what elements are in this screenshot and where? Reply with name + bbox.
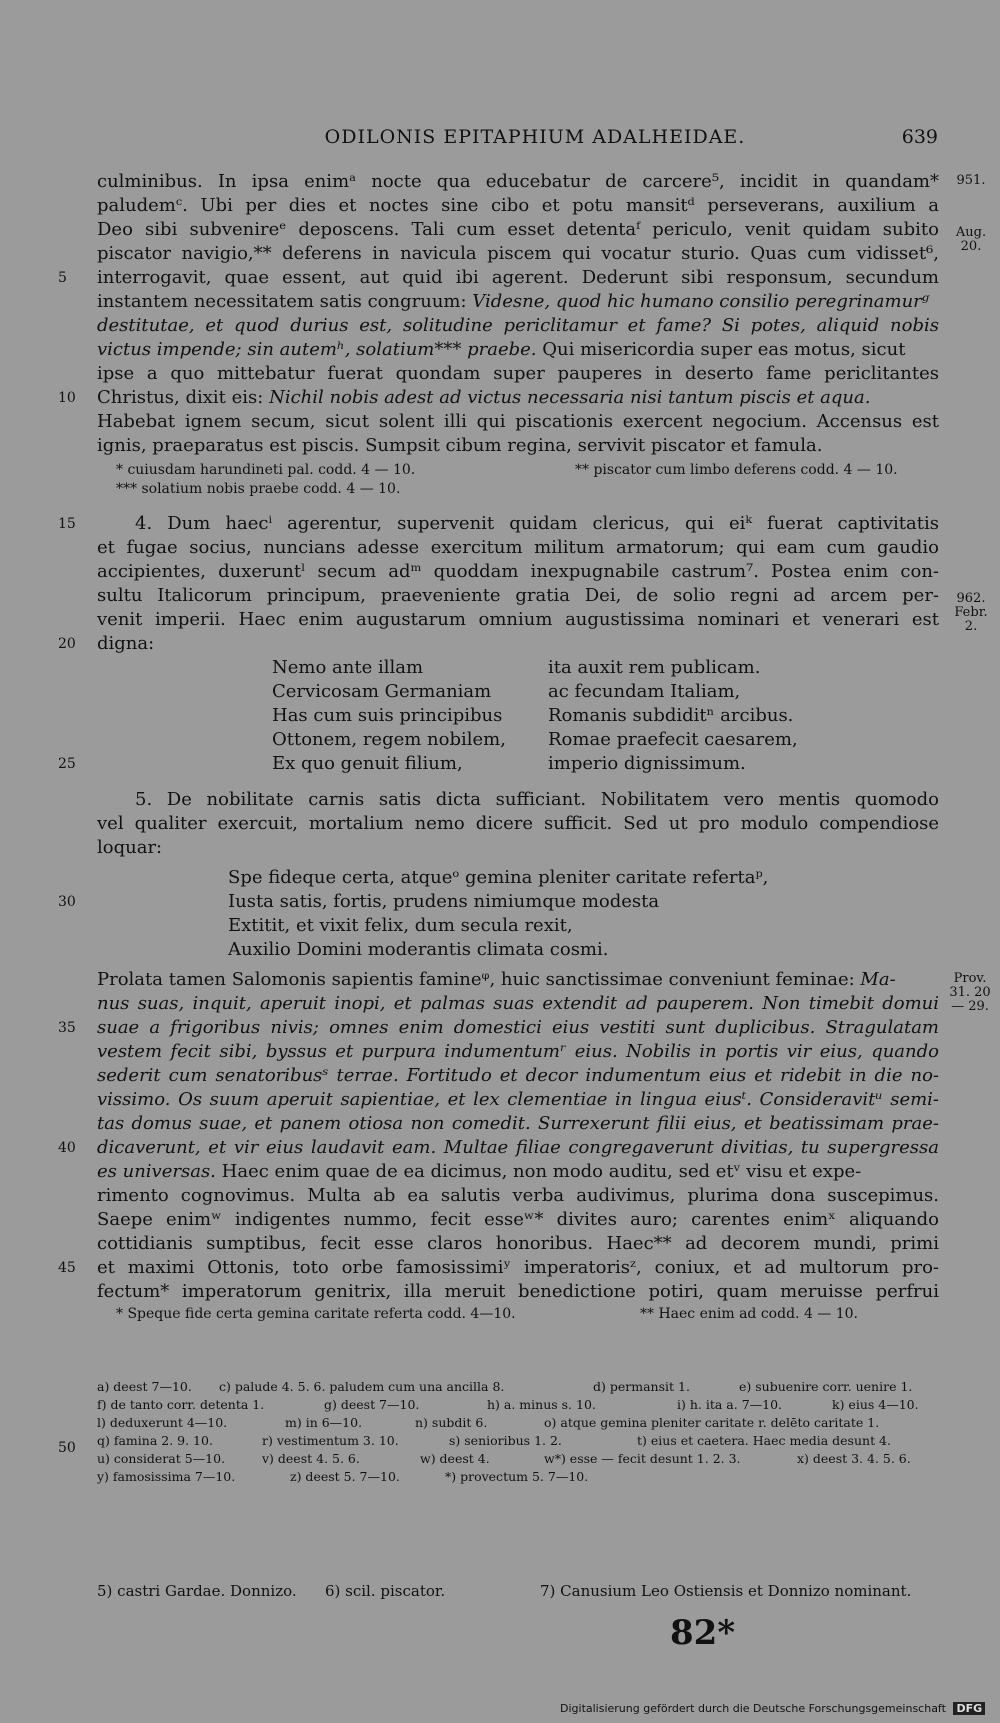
quote-line: tas domus suae, et panem otiosa non comedit. Surrexerunt filii eius, et beatissimam prae-	[97, 1113, 939, 1134]
verse-line: Romanis subdiditⁿ arcibus.	[548, 705, 794, 726]
apparatus-entry: i) h. ita a. 7—10.	[677, 1397, 783, 1412]
text-run: Prolata tamen Salomonis sapientis famineᵠ, huic sanctissimae conveniunt feminae:	[97, 969, 855, 990]
apparatus-entry: k) eius 4—10.	[832, 1397, 919, 1412]
verse-line: ac fecundam Italiam,	[548, 681, 741, 702]
apparatus-entry: r) vestimentum 3. 10.	[262, 1433, 399, 1448]
verse-line: Extitit, et vixit felix, dum secula rexit,	[228, 915, 573, 936]
line-number: 40	[58, 1140, 76, 1156]
margin-note: 962. Febr. 2.	[954, 591, 988, 634]
text-line: venit imperii. Haec enim augustarum omnium augustissima nominari et venerari est	[97, 609, 939, 630]
line-number: 45	[58, 1260, 76, 1276]
quote-run: Ma-	[860, 969, 896, 990]
verse-line: ita auxit rem publicam.	[548, 657, 761, 678]
apparatus-entry: f) de tanto corr. detenta 1.	[97, 1397, 265, 1412]
text-line: et maximi Ottonis, toto orbe famosissimiʸ imperatorisᶻ, coniux, et ad multorum pro-	[97, 1257, 939, 1278]
line-number: 35	[58, 1020, 76, 1036]
text-line: loquar:	[97, 837, 163, 858]
footnote-star: ** piscator cum limbo deferens codd. 4 — 10.	[575, 462, 898, 478]
apparatus-entry: s) senioribus 1. 2.	[449, 1433, 562, 1448]
verse-line: Nemo ante illam	[272, 657, 424, 678]
footnote-star: ** Haec enim ad codd. 4 — 10.	[640, 1306, 859, 1322]
quote-line: suae a frigoribus nivis; omnes enim domestici eius vestiti sunt duplicibus. Stragulatam	[97, 1017, 939, 1038]
text-run: Christus, dixit eis:	[97, 387, 264, 408]
apparatus-line	[97, 1450, 939, 1467]
quote-run: es universas.	[97, 1161, 216, 1182]
text-line: Deo sibi subvenireᵉ deposcens. Tali cum esset detentaᶠ periculo, venit quidam subito	[97, 219, 939, 240]
line-number: 30	[58, 894, 76, 910]
apparatus-entry: l) deduxerunt 4—10.	[97, 1415, 228, 1430]
text-run: instantem necessitatem satis congruum:	[97, 291, 467, 312]
quote-line: nus suas, inquit, aperuit inopi, et palmas suas extendit ad pauperem. Non timebit domui	[97, 993, 939, 1014]
quote-line: vestem fecit sibi, byssus et purpura indumentumʳ eius. Nobilis in portis vir eius, quando	[97, 1041, 939, 1062]
apparatus-entry: o) atque gemina pleniter caritate r. delēto caritate 1.	[544, 1415, 880, 1430]
text-line: ipse a quo mittebatur fuerat quondam super pauperes in deserto fame periclitantes	[97, 363, 939, 384]
apparatus-entry: q) famina 2. 9. 10.	[97, 1433, 213, 1448]
text-line	[97, 1160, 939, 1184]
text-line	[97, 386, 939, 410]
quote-run: Nichil nobis adest ad victus necessaria nisi tantum piscis et aqua.	[269, 387, 871, 408]
quote-run: praebe.	[467, 339, 537, 360]
apparatus-entry: v) deest 4. 5. 6.	[262, 1451, 360, 1466]
apparatus-entry: z) deest 5. 7—10.	[290, 1469, 400, 1484]
text-run: Haec enim quae de ea dicimus, non modo auditu, sed etᵛ visu et expe-	[221, 1161, 862, 1182]
apparatus-entry: y) famosissima 7—10.	[97, 1469, 236, 1484]
apparatus-entry: w) deest 4.	[420, 1451, 490, 1466]
apparatus-entry: e) subuenire corr. uenire 1.	[739, 1379, 913, 1394]
apparatus-entry: d) permansit 1.	[593, 1379, 690, 1394]
text-line	[97, 290, 939, 314]
verse-line: imperio dignissimum.	[548, 753, 746, 774]
margin-note: Aug. 20.	[955, 225, 987, 254]
footnote-star: * Speque fide certa gemina caritate referta codd. 4—10.	[116, 1306, 516, 1322]
text-line: sultu Italicorum principum, praeveniente gratia Dei, de solio regni ad arcem per-	[97, 585, 939, 606]
text-line: 5. De nobilitate carnis satis dicta sufficiant. Nobilitatem vero mentis quomodo	[135, 789, 939, 810]
quote-line: dicaverunt, et vir eius laudavit eam. Multae filiae congregaverunt divitias, tu supergressa	[97, 1137, 939, 1158]
apparatus-entry: h) a. minus s. 10.	[487, 1397, 596, 1412]
line-number: 20	[58, 636, 76, 652]
apparatus-entry: *) provectum 5. 7—10.	[445, 1469, 589, 1484]
text-line: digna:	[97, 633, 155, 654]
text-line: piscator navigio,** deferens in navicula piscem qui vocatur sturio. Quas cum vidisset⁶,	[97, 243, 939, 264]
line-number: 10	[58, 390, 76, 406]
text-line: ignis, praeparatus est piscis. Sumpsit cibum regina, servivit piscator et famula.	[97, 435, 823, 456]
text-line: rimento cognovimus. Multa ab ea salutis verba audivimus, plurima dona suscepimus.	[97, 1185, 939, 1206]
quote-line: vissimo. Os suum aperuit sapientiae, et lex clementiae in lingua eiusᵗ. Consideravitᵘ semi-	[97, 1089, 939, 1110]
apparatus-line	[97, 1468, 939, 1485]
margin-note: Prov. 31. 20 — 29.	[949, 971, 991, 1014]
dfg-logo: DFG	[953, 1702, 985, 1715]
running-header	[0, 126, 1000, 156]
margin-note: 951.	[956, 173, 986, 188]
quote-line: destitutae, et quod durius est, solitudine periclitamur et fame? Si potes, aliquid nobis	[97, 315, 939, 336]
verse-line: Spe fideque certa, atqueᵒ gemina pleniter caritate refertaᵖ,	[228, 867, 769, 888]
note: 7) Canusium Leo Ostiensis et Donnizo nominant.	[540, 1582, 912, 1600]
line-number: 50	[58, 1440, 76, 1456]
header-title: ODILONIS EPITAPHIUM ADALHEIDAE.	[324, 126, 746, 148]
apparatus-line	[97, 1396, 939, 1413]
text-run: Qui misericordia super eas motus, sicut	[542, 339, 906, 360]
line-number: 25	[58, 756, 76, 772]
text-line: 4. Dum haecⁱ agerentur, supervenit quidam clericus, qui eiᵏ fuerat captivitatis	[135, 513, 939, 534]
note: 5) castri Gardae. Donnizo.	[97, 1582, 297, 1600]
verse-line: Cervicosam Germaniam	[272, 681, 492, 702]
apparatus-entry: t) eius et caetera. Haec media desunt 4.	[637, 1433, 891, 1448]
footnote-star: *** solatium nobis praebe codd. 4 — 10.	[116, 481, 401, 497]
apparatus-entry: u) considerat 5—10.	[97, 1451, 226, 1466]
apparatus-line	[97, 1378, 939, 1395]
apparatus-entry: x) deest 3. 4. 5. 6.	[797, 1451, 911, 1466]
apparatus-line	[97, 1432, 939, 1449]
note: 6) scil. piscator.	[325, 1582, 446, 1600]
apparatus-entry: a) deest 7—10.	[97, 1379, 192, 1394]
verse-line: Romae praefecit caesarem,	[548, 729, 798, 750]
text-line: accipientes, duxeruntˡ secum adᵐ quoddam inexpugnabile castrum⁷. Postea enim con-	[97, 561, 939, 582]
text-line	[97, 968, 939, 992]
quote-run: victus impende; sin autemʰ, solatium***	[97, 339, 462, 360]
verse-line: Has cum suis principibus	[272, 705, 503, 726]
verse-line: Ex quo genuit filium,	[272, 753, 463, 774]
verse-line: Auxilio Domini moderantis climata cosmi.	[228, 939, 609, 960]
footnote-star: * cuiusdam harundineti pal. codd. 4 — 10.	[116, 462, 416, 478]
verse-line: Ottonem, regem nobilem,	[272, 729, 506, 750]
apparatus-entry: w*) esse — fecit desunt 1. 2. 3.	[544, 1451, 741, 1466]
signature-mark: 82*	[670, 1613, 736, 1653]
text-line: vel qualiter exercuit, mortalium nemo dicere sufficit. Sed ut pro modulo compendiose	[97, 813, 939, 834]
credit-text: Digitalisierung gefördert durch die Deutsche Forschungsgemeinschaft	[560, 1702, 946, 1715]
text-line: paludemᶜ. Ubi per dies et noctes sine cibo et potu mansitᵈ perseverans, auxilium a	[97, 195, 939, 216]
apparatus-entry: n) subdit 6.	[415, 1415, 488, 1430]
apparatus-entry: g) deest 7—10.	[324, 1397, 420, 1412]
text-line	[97, 338, 939, 362]
text-line: culminibus. In ipsa enimᵃ nocte qua educebatur de carcere⁵, incidit in quandam*	[97, 171, 939, 192]
quote-line: sederit cum senatoribusˢ terrae. Fortitudo et decor indumentum eius et ridebit in die no-	[97, 1065, 939, 1086]
quote-run: Videsne, quod hic humano consilio peregrinamurᵍ	[472, 291, 929, 312]
apparatus-entry: c) palude 4. 5. 6. paludem cum una ancilla 8.	[219, 1379, 505, 1394]
text-line: interrogavit, quae essent, aut quid ibi agerent. Dederunt sibi responsum, secundum	[97, 267, 939, 288]
apparatus-entry: m) in 6—10.	[285, 1415, 363, 1430]
line-number: 5	[58, 270, 67, 286]
verse-line: Iusta satis, fortis, prudens nimiumque modesta	[228, 891, 660, 912]
text-line: fectum* imperatorum genitrix, illa meruit benedictione potiri, quam meruisse perfrui	[97, 1281, 939, 1302]
footer-credit	[560, 1702, 985, 1715]
text-line: cottidianis sumptibus, fecit esse claros honoribus. Haec** ad decorem mundi, primi	[97, 1233, 939, 1254]
line-number: 15	[58, 516, 76, 532]
page-number: 639	[901, 126, 938, 148]
text-line: Saepe enimʷ indigentes nummo, fecit esseʷ* divites auro; carentes enimˣ aliquando	[97, 1209, 939, 1230]
apparatus-line	[97, 1414, 939, 1431]
text-line: et fugae socius, nuncians adesse exercitum militum armatorum; qui eam cum gaudio	[97, 537, 939, 558]
text-line: Habebat ignem secum, sicut solent illi qui piscationis exercent negocium. Accensus est	[97, 411, 939, 432]
